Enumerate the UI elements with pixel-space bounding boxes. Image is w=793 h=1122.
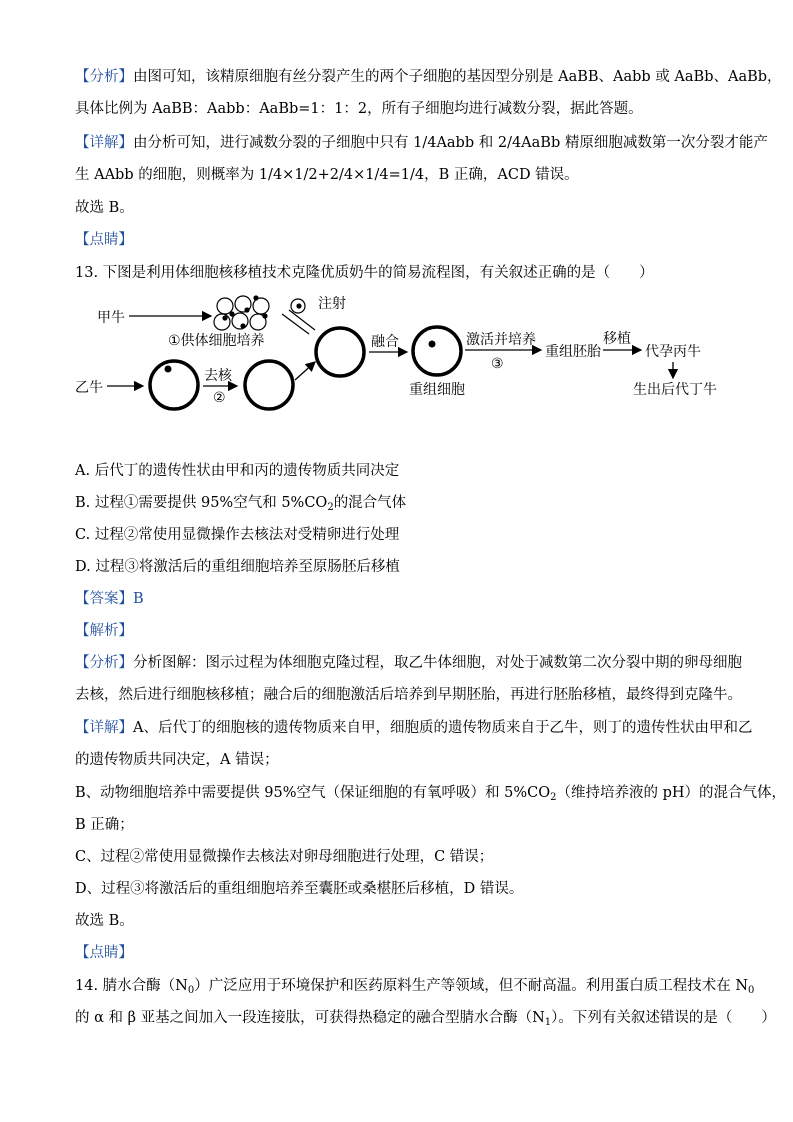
label-inject: 注射 (318, 296, 346, 312)
q12-analysis-line1 (75, 66, 782, 88)
detail-b-subscript: 2 (550, 792, 557, 803)
q13-option-a: A. 后代丁的遗传性状由甲和丙的遗传物质共同决定 (75, 463, 400, 479)
q13-point-tag: 【点睛】 (75, 945, 133, 961)
q13-detail-c: C、过程②常使用显微操作去核法对卵母细胞进行处理，C 错误； (75, 849, 494, 865)
option-b-text: B. 过程①需要提供 95%空气和 5%CO (75, 495, 328, 511)
q13-detail-a1 (75, 717, 753, 739)
q12-point-tag: 【点睛】 (75, 232, 133, 248)
option-b-text-end: 的混合气体 (333, 495, 407, 511)
label-cow-jia: 甲牛 (97, 310, 125, 326)
label-step1: ①供体细胞培养 (168, 333, 265, 349)
analysis-tag: 【分析】 (75, 655, 133, 671)
enucleated-oocyte (245, 361, 293, 409)
label-recomb-cell: 重组细胞 (409, 382, 465, 398)
label-surrogate: 代孕丙牛 (645, 344, 701, 360)
detail-tag: 【详解】 (75, 135, 133, 151)
q13-explain-tag: 【解析】 (75, 623, 133, 639)
label-offspring: 生出后代丁牛 (633, 382, 717, 398)
detail-tag: 【详解】 (75, 720, 133, 736)
q12-detail-line2: 生 AAbb 的细胞，则概率为 1/4×1/2+2/4×1/4=1/4，B 正确，ACD 错误。 (75, 167, 579, 183)
label-transplant: 移植 (603, 331, 631, 347)
label-recomb-embryo: 重组胚胎 (545, 344, 601, 360)
analysis-text: 由图可知，该精原细胞有丝分裂产生的两个子细胞的基因型分别是 AaBB、Aabb 或 AaBb、AaBb， (133, 69, 782, 85)
q14-text-end: ）。下列有关叙述错误的是（ ） (551, 1010, 776, 1026)
q14-text: 14. 腈水合酶（N (75, 978, 188, 994)
donor-cells-icon (214, 296, 269, 330)
detail-b-text-end: （维持培养液的 pH）的混合气体， (556, 785, 787, 801)
oocyte-nucleus (165, 366, 172, 373)
recombinant-cell (413, 327, 461, 375)
detail-text: A、后代丁的细胞核的遗传物质来自甲，细胞质的遗传物质来自于乙牛，则丁的遗传性状由甲和乙 (133, 720, 753, 736)
analysis-tag: 【分析】 (75, 69, 133, 85)
recombinant-nucleus (429, 341, 436, 348)
q13-option-d: D. 过程③将激活后的重组细胞培养至原肠胚后移植 (75, 559, 400, 575)
q13-stem: 13. 下图是利用体细胞核移植技术克隆优质奶牛的简易流程图，有关叙述正确的是（ ） (75, 265, 654, 281)
oocyte-cell (150, 361, 198, 409)
q13-option-c: C. 过程②常使用显微操作去核法对受精卵进行处理 (75, 527, 400, 543)
q14-subscript: 1 (544, 1017, 552, 1028)
injected-oocyte (316, 328, 364, 376)
label-cow-yi: 乙牛 (75, 380, 103, 396)
injection-needle-icon (282, 299, 315, 334)
q14-stem-line2 (75, 1007, 776, 1029)
q13-detail-b1 (75, 782, 787, 804)
q13-detail-a2: 的遗传物质共同决定，A 错误； (75, 752, 279, 768)
q12-detail-line1 (75, 132, 768, 154)
q14-stem-line1 (75, 975, 755, 997)
q14-subscript: 0 (187, 985, 195, 996)
q14-text-mid: ）广泛应用于环境保护和医药原料生产等领域，但不耐高温。利用蛋白质工程技术在 N (194, 978, 749, 994)
label-fuse: 融合 (371, 334, 399, 350)
q12-analysis-line2: 具体比例为 AaBB：Aabb：AaBb=1：1：2，所有子细胞均进行减数分裂，据此答题。 (75, 101, 643, 117)
cloning-flow-diagram (75, 288, 755, 418)
q13-choose: 故选 B。 (75, 913, 134, 929)
arrow-to-inject (295, 362, 315, 380)
q13-analysis-line2: 去核，然后进行细胞核移植；融合后的细胞激活后培养到早期胚胎，再进行胚胎移植，最终得到克隆牛。 (75, 687, 742, 703)
option-b-subscript: 2 (327, 502, 334, 513)
q13-detail-d: D、过程③将激活后的重组细胞培养至囊胚或桑椹胚后移植，D 错误。 (75, 881, 524, 897)
q13-option-b (75, 492, 725, 514)
q12-choose: 故选 B。 (75, 200, 134, 216)
detail-b-text: B、动物细胞培养中需要提供 95%空气（保证细胞的有氧呼吸）和 5%CO (75, 785, 551, 801)
detail-text: 由分析可知，进行减数分裂的子细胞中只有 1/4Aabb 和 2/4AaBb 精原细胞减数第一次分裂才能产 (133, 135, 768, 151)
q13-analysis-line1 (75, 652, 742, 674)
label-step3: ③ (491, 356, 504, 372)
analysis-text: 分析图解：图示过程为体细胞克隆过程，取乙牛体细胞，对处于减数第二次分裂中期的卵母细胞 (133, 655, 742, 671)
label-enucleate: 去核 (204, 368, 232, 384)
label-activate: 激活并培养 (466, 332, 536, 348)
q14-text: 的 α 和 β 亚基之间加入一段连接肽，可获得热稳定的融合型腈水合酶（N (75, 1010, 545, 1026)
q13-detail-b2: B 正确； (75, 817, 134, 833)
q13-answer: 【答案】B (75, 591, 144, 607)
q14-subscript: 0 (748, 985, 755, 996)
label-step2: ② (213, 390, 226, 406)
